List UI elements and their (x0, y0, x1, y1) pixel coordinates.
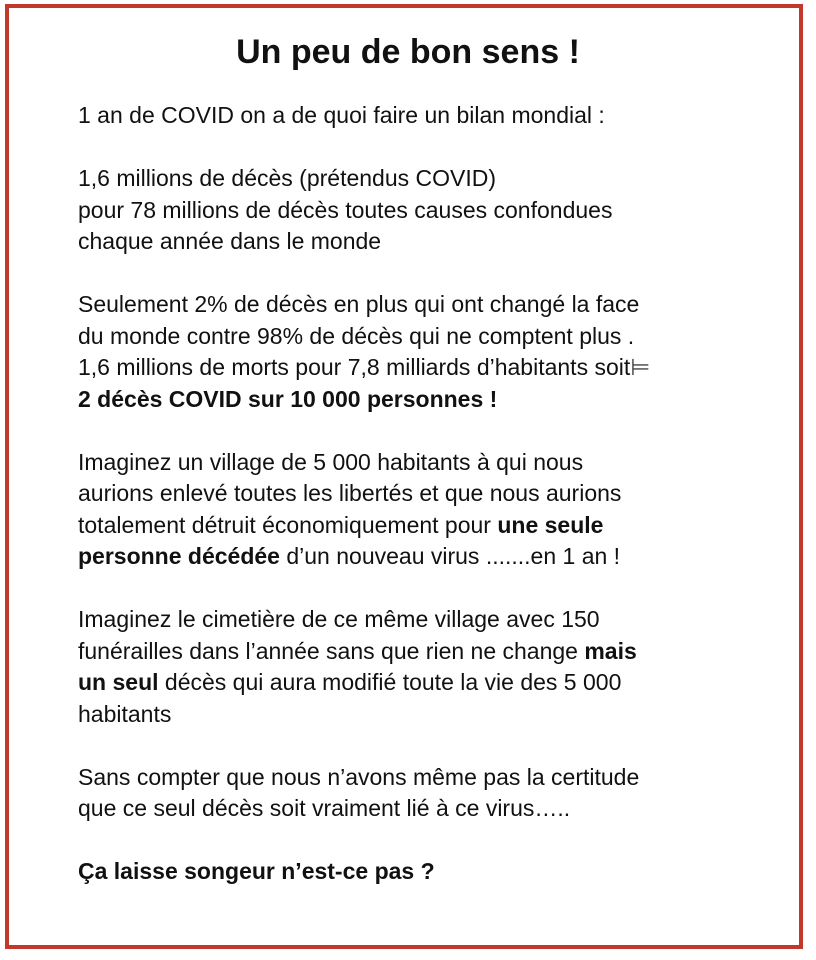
text-line: du monde contre 98% de décès qui ne comptent plus . (78, 322, 635, 349)
bold-segment: personne décédée (78, 543, 280, 569)
text-line: Imaginez un village de 5 000 habitants à qui nous (78, 448, 584, 475)
paragraph-conclusion (78, 856, 778, 888)
cursor-mark: ⊨ (630, 354, 651, 380)
text-line (78, 541, 778, 573)
text-line (78, 352, 778, 384)
text-segment: totalement détruit économiquement pour (78, 511, 498, 538)
paragraph-intro (78, 100, 778, 132)
text-segment: d’un nouveau virus .......en 1 an ! (279, 543, 621, 569)
bold-segment: une seule (497, 511, 604, 538)
paragraph-percentage (78, 289, 778, 415)
text-line: chaque année dans le monde (78, 228, 382, 254)
text-segment: 1,6 millions de morts pour 7,8 milliards d’habitants soit (78, 354, 631, 380)
conclusion-line: Ça laisse songeur n’est-ce pas ? (78, 858, 435, 884)
text-line: Sans compter que nous n’avons même pas la certitude (78, 763, 640, 790)
text-line: aurions enlevé toutes les libertés et que nous aurions (78, 480, 622, 506)
text-line: pour 78 millions de décès toutes causes confondues (78, 196, 613, 223)
text-line: Imaginez le cimetière de ce même village avec 150 (78, 606, 600, 632)
document-body (78, 100, 778, 919)
text-line (78, 636, 778, 668)
bold-segment: mais (584, 637, 637, 664)
page-title: Un peu de bon sens ! (236, 33, 580, 71)
bold-segment: un seul (78, 669, 159, 695)
text-segment: décès qui aura modifié toute la vie des 5 000 (158, 669, 622, 695)
text-line: Seulement 2% de décès en plus qui ont changé la face (78, 291, 640, 317)
text-line: 1 an de COVID on a de quoi faire un bilan mondial : (78, 102, 605, 128)
paragraph-certainty (78, 762, 778, 825)
highlight-line: 2 décès COVID sur 10 000 personnes ! (78, 385, 498, 412)
paragraph-cemetery (78, 604, 778, 730)
text-line: que ce seul décès soit vraiment lié à ce virus….. (78, 795, 571, 821)
paragraph-deaths (78, 163, 778, 258)
paragraph-village (78, 447, 778, 573)
text-line (78, 510, 778, 542)
text-line: 1,6 millions de décès (prétendus COVID) (78, 165, 497, 191)
text-line (78, 667, 778, 699)
text-line: habitants (78, 700, 172, 727)
text-segment: funérailles dans l’année sans que rien ne change (78, 637, 585, 664)
